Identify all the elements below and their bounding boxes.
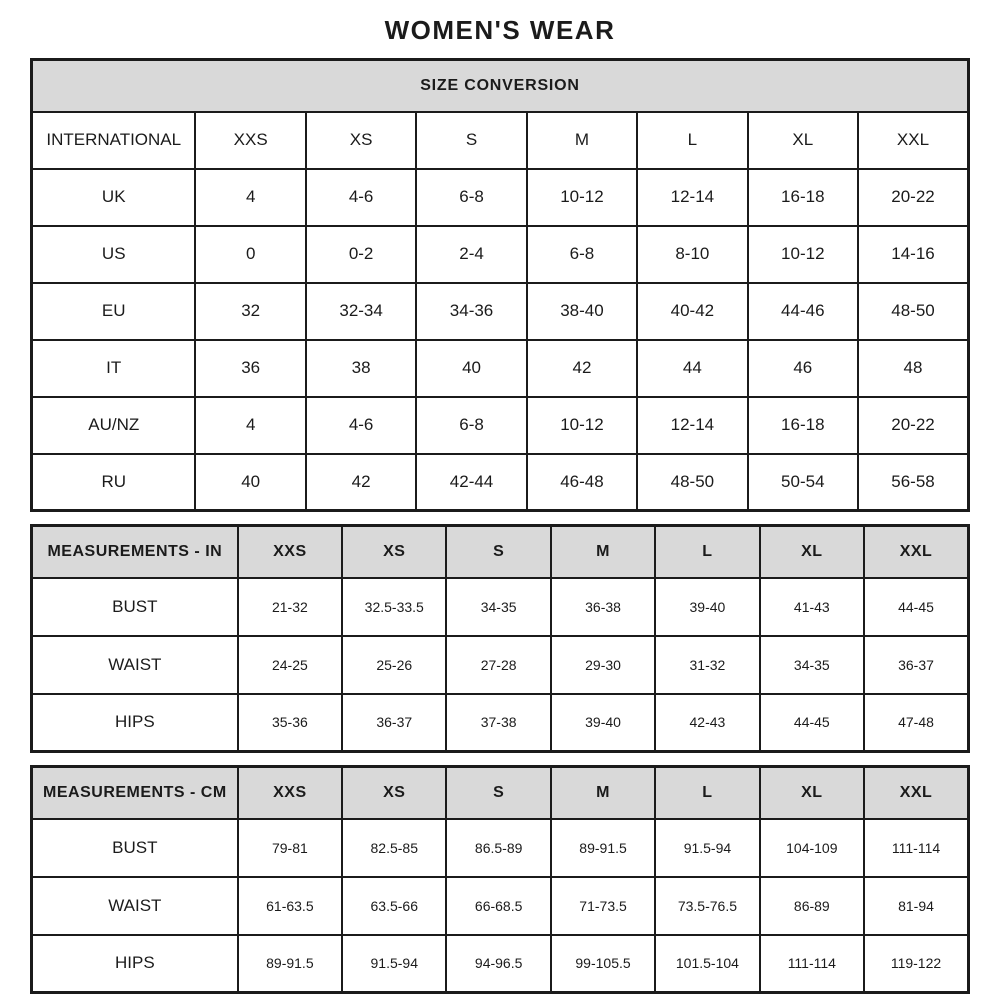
size-cell: 0 [195, 226, 305, 283]
size-cell: 40-42 [637, 283, 747, 340]
size-col-header: XL [760, 767, 864, 819]
size-col-header: XXL [864, 767, 968, 819]
row-label-bust-in: BUST [32, 578, 238, 636]
size-cell: 50-54 [748, 454, 858, 511]
measure-cell: 111-114 [760, 935, 864, 993]
row-label-waist-cm: WAIST [32, 877, 238, 935]
measure-cell: 47-48 [864, 694, 968, 752]
measure-cell: 24-25 [238, 636, 342, 694]
measurements-in-header: MEASUREMENTS - IN [32, 526, 238, 578]
size-cell: 38 [306, 340, 416, 397]
measure-cell: 91.5-94 [655, 819, 759, 877]
size-cell: XXS [195, 112, 305, 169]
size-cell: 48-50 [858, 283, 969, 340]
measure-cell: 81-94 [864, 877, 968, 935]
row-label-ru: RU [32, 454, 196, 511]
measure-cell: 44-45 [864, 578, 968, 636]
measure-cell: 63.5-66 [342, 877, 446, 935]
size-cell: XXL [858, 112, 969, 169]
size-cell: 42 [527, 340, 637, 397]
measurements-in-table [30, 524, 970, 753]
size-cell: 6-8 [416, 397, 526, 454]
measure-cell: 31-32 [655, 636, 759, 694]
table-row [32, 877, 969, 935]
measure-cell: 91.5-94 [342, 935, 446, 993]
table-row [32, 226, 969, 283]
size-cell: 0-2 [306, 226, 416, 283]
size-cell: XS [306, 112, 416, 169]
row-label-uk: UK [32, 169, 196, 226]
measure-cell: 82.5-85 [342, 819, 446, 877]
size-col-header: M [551, 767, 655, 819]
measure-cell: 36-37 [864, 636, 968, 694]
size-cell: 10-12 [527, 397, 637, 454]
size-col-header: XXS [238, 767, 342, 819]
size-cell: 4-6 [306, 169, 416, 226]
row-label-hips-in: HIPS [32, 694, 238, 752]
measure-cell: 21-32 [238, 578, 342, 636]
table-row [32, 340, 969, 397]
measure-cell: 66-68.5 [446, 877, 550, 935]
measure-cell: 32.5-33.5 [342, 578, 446, 636]
row-label-international: INTERNATIONAL [32, 112, 196, 169]
size-cell: 44-46 [748, 283, 858, 340]
measure-cell: 86-89 [760, 877, 864, 935]
table-row [32, 694, 969, 752]
table-row [32, 169, 969, 226]
row-label-hips-cm: HIPS [32, 935, 238, 993]
measure-cell: 34-35 [760, 636, 864, 694]
size-cell: 14-16 [858, 226, 969, 283]
measure-cell: 104-109 [760, 819, 864, 877]
table-row [32, 935, 969, 993]
size-cell: 44 [637, 340, 747, 397]
row-label-us: US [32, 226, 196, 283]
measure-cell: 27-28 [446, 636, 550, 694]
size-cell: 48 [858, 340, 969, 397]
row-label-bust-cm: BUST [32, 819, 238, 877]
measure-cell: 111-114 [864, 819, 968, 877]
measure-cell: 89-91.5 [238, 935, 342, 993]
table-row [32, 636, 969, 694]
size-conversion-table [30, 58, 970, 512]
size-cell: M [527, 112, 637, 169]
size-cell: 42-44 [416, 454, 526, 511]
measure-cell: 36-38 [551, 578, 655, 636]
size-col-header: M [551, 526, 655, 578]
size-cell: 34-36 [416, 283, 526, 340]
table-row [32, 454, 969, 511]
measure-cell: 39-40 [655, 578, 759, 636]
size-cell: 36 [195, 340, 305, 397]
size-col-header: S [446, 767, 550, 819]
table-row [32, 112, 969, 169]
size-col-header: XXS [238, 526, 342, 578]
size-cell: 12-14 [637, 397, 747, 454]
measure-cell: 89-91.5 [551, 819, 655, 877]
table-row [32, 397, 969, 454]
size-cell: 48-50 [637, 454, 747, 511]
measure-cell: 25-26 [342, 636, 446, 694]
measure-cell: 29-30 [551, 636, 655, 694]
table-row [32, 526, 969, 578]
size-cell: 4-6 [306, 397, 416, 454]
size-cell: S [416, 112, 526, 169]
measurements-cm-table [30, 765, 970, 994]
measure-cell: 99-105.5 [551, 935, 655, 993]
size-cell: 10-12 [748, 226, 858, 283]
size-cell: 2-4 [416, 226, 526, 283]
table-row [32, 578, 969, 636]
size-cell: 20-22 [858, 397, 969, 454]
measurements-cm-header: MEASUREMENTS - CM [32, 767, 238, 819]
row-label-aunz: AU/NZ [32, 397, 196, 454]
size-conversion-banner: SIZE CONVERSION [32, 60, 969, 112]
size-col-header: XXL [864, 526, 968, 578]
size-cell: 8-10 [637, 226, 747, 283]
size-cell: 42 [306, 454, 416, 511]
size-cell: 20-22 [858, 169, 969, 226]
measure-cell: 61-63.5 [238, 877, 342, 935]
row-label-eu: EU [32, 283, 196, 340]
size-col-header: XS [342, 767, 446, 819]
size-cell: 6-8 [416, 169, 526, 226]
measure-cell: 42-43 [655, 694, 759, 752]
page-title: WOMEN'S WEAR [384, 15, 616, 45]
size-cell: 46 [748, 340, 858, 397]
size-cell: 10-12 [527, 169, 637, 226]
measure-cell: 41-43 [760, 578, 864, 636]
size-cell: 12-14 [637, 169, 747, 226]
size-col-header: L [655, 767, 759, 819]
row-label-waist-in: WAIST [32, 636, 238, 694]
size-cell: 16-18 [748, 169, 858, 226]
row-label-it: IT [32, 340, 196, 397]
measure-cell: 73.5-76.5 [655, 877, 759, 935]
measure-cell: 79-81 [238, 819, 342, 877]
size-cell: 40 [416, 340, 526, 397]
size-cell: 32 [195, 283, 305, 340]
size-cell: 4 [195, 397, 305, 454]
measure-cell: 36-37 [342, 694, 446, 752]
size-cell: 38-40 [527, 283, 637, 340]
measure-cell: 34-35 [446, 578, 550, 636]
size-col-header: L [655, 526, 759, 578]
table-row [32, 283, 969, 340]
measure-cell: 71-73.5 [551, 877, 655, 935]
size-cell: 56-58 [858, 454, 969, 511]
measure-cell: 35-36 [238, 694, 342, 752]
size-cell: 32-34 [306, 283, 416, 340]
size-col-header: XL [760, 526, 864, 578]
size-cell: L [637, 112, 747, 169]
measure-cell: 86.5-89 [446, 819, 550, 877]
size-cell: 6-8 [527, 226, 637, 283]
size-cell: XL [748, 112, 858, 169]
measure-cell: 44-45 [760, 694, 864, 752]
measure-cell: 94-96.5 [446, 935, 550, 993]
size-col-header: S [446, 526, 550, 578]
table-row [32, 767, 969, 819]
measure-cell: 37-38 [446, 694, 550, 752]
measure-cell: 101.5-104 [655, 935, 759, 993]
size-col-header: XS [342, 526, 446, 578]
table-row [32, 819, 969, 877]
measure-cell: 39-40 [551, 694, 655, 752]
size-cell: 40 [195, 454, 305, 511]
size-cell: 46-48 [527, 454, 637, 511]
table-row [32, 60, 969, 112]
size-cell: 4 [195, 169, 305, 226]
measure-cell: 119-122 [864, 935, 968, 993]
size-cell: 16-18 [748, 397, 858, 454]
